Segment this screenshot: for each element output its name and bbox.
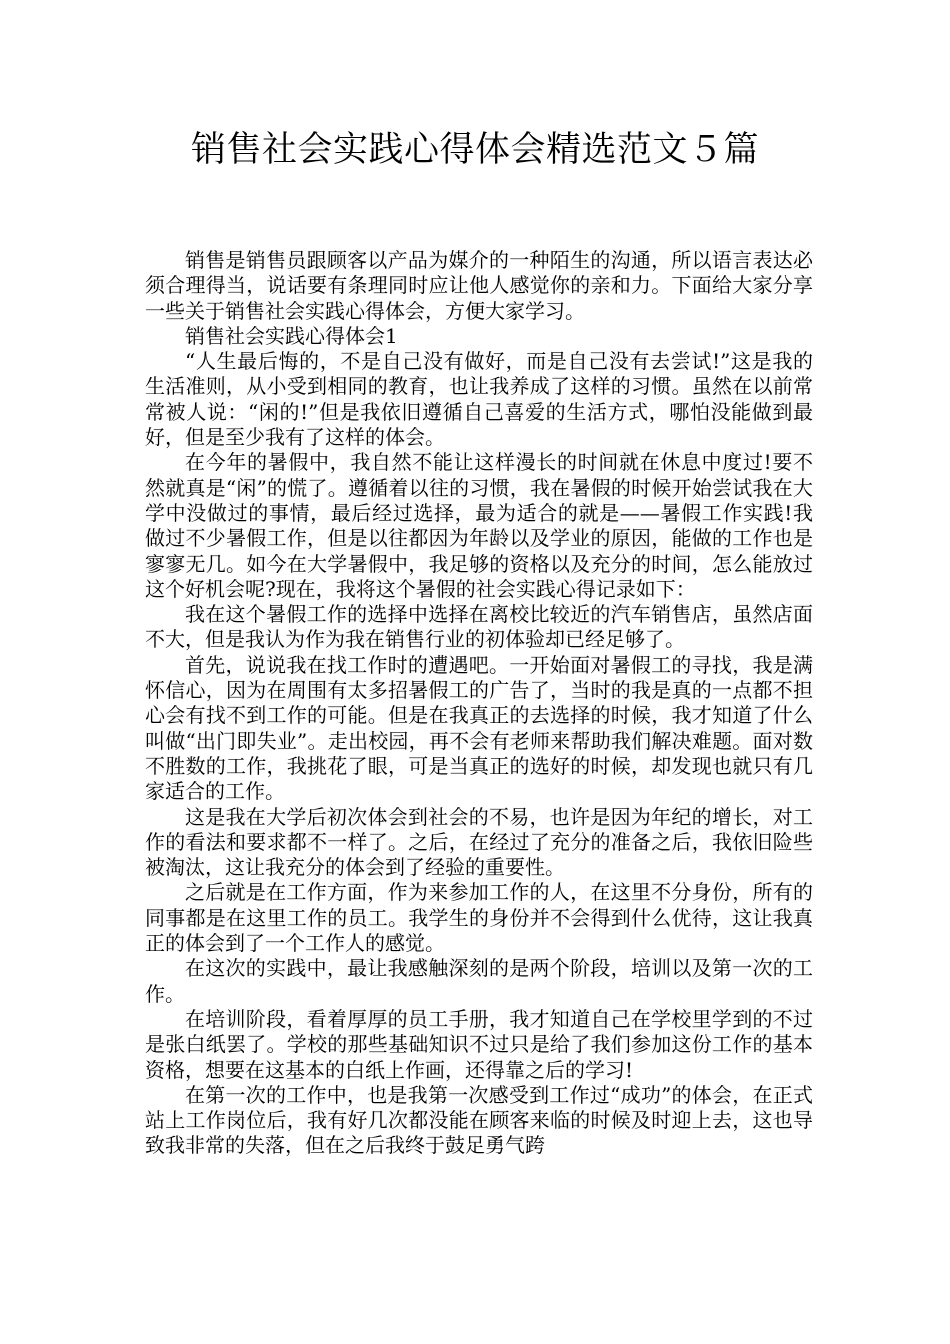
body-paragraph: “人生最后悔的，不是自己没有做好，而是自己没有去尝试!”这是我的生活准则，从小受到相同的教育，也让我养成了这样的习惯。虽然在以前常常被人说：“闲的!”但是我依旧遵循自己喜爱的生活方式，哪怕没能做到最好，但是至少我有了这样的体会。 <box>145 349 813 450</box>
body-paragraph: 我在这个暑假工作的选择中选择在离校比较近的汽车销售店，虽然店面不大，但是我认为作为我在销售行业的初体验却已经足够了。 <box>145 602 813 652</box>
body-paragraph: 在今年的暑假中，我自然不能让这样漫长的时间就在休息中度过!要不然就真是“闲”的慌了。遵循着以往的习惯，我在暑假的时候开始尝试我在大学中没做过的事情，最后经过选择，最为适合的就是——暑假工作实践!我做过不少暑假工作，但是以往都因为年龄以及学业的原因，能做的工作也是寥寥无几。如今在大学暑假中，我足够的资格以及充分的时间，怎么能放过这个好机会呢?现在，我将这个暑假的社会实践心得记录如下： <box>145 450 813 601</box>
body-paragraph: 这是我在大学后初次体会到社会的不易，也许是因为年纪的增长，对工作的看法和要求都不一样了。之后，在经过了充分的准备之后，我依旧险些被淘汰，这让我充分的体会到了经验的重要性。 <box>145 804 813 880</box>
section-heading: 销售社会实践心得体会1 <box>185 323 398 348</box>
body-paragraph: 在这次的实践中，最让我感触深刻的是两个阶段，培训以及第一次的工作。 <box>145 956 813 1006</box>
body-paragraph: 之后就是在工作方面，作为来参加工作的人，在这里不分身份，所有的同事都是在这里工作的员工。我学生的身份并不会得到什么优待，这让我真正的体会到了一个工作人的感觉。 <box>145 880 813 956</box>
body-paragraph: 在培训阶段，看着厚厚的员工手册，我才知道自己在学校里学到的不过是张白纸罢了。学校的那些基础知识不过只是给了我们参加这份工作的基本资格，想要在这基本的白纸上作画，还得靠之后的学习! <box>145 1006 813 1082</box>
intro-paragraph: 销售是销售员跟顾客以产品为媒介的一种陌生的沟通，所以语言表达必须合理得当，说话要有条理同时应让他人感觉你的亲和力。下面给大家分享一些关于销售社会实践心得体会，方便大家学习。 <box>145 248 813 323</box>
body-paragraph: 首先，说说我在找工作时的遭遇吧。一开始面对暑假工的寻找，我是满怀信心，因为在周围有太多招暑假工的广告了，当时的我是真的一点都不担心会有找不到工作的可能。但是在我真正的去选择的时候，我才知道了什么叫做“出门即失业”。走出校园，再不会有老师来帮助我们解决难题。面对数不胜数的工作，我挑花了眼，可是当真正的选好的时候，却发现也就只有几家适合的工作。 <box>145 652 813 804</box>
document-body <box>145 248 813 1159</box>
body-paragraph: 在第一次的工作中，也是我第一次感受到工作过“成功”的体会，在正式站上工作岗位后，我有好几次都没能在顾客来临的时候及时迎上去，这也导致我非常的失落，但在之后我终于鼓足勇气跨 <box>145 1082 813 1158</box>
document-title: 销售社会实践心得体会精选范文５篇 <box>190 130 759 170</box>
